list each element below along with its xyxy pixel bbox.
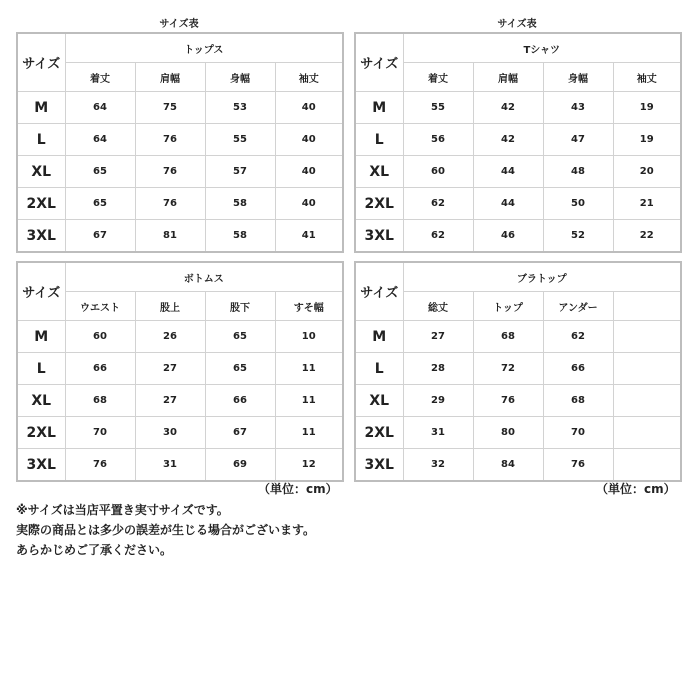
size-label: 3XL xyxy=(17,449,65,482)
size-label: L xyxy=(355,124,403,156)
measurement-value: 60 xyxy=(65,321,135,353)
unit-label-left: （単位：cm） xyxy=(258,482,338,496)
measurement-value: 42 xyxy=(473,124,543,156)
size-label: 2XL xyxy=(355,417,403,449)
measurement-value: 55 xyxy=(205,124,275,156)
measurement-header: 着丈 xyxy=(403,63,473,92)
measurement-value: 27 xyxy=(135,353,205,385)
table-row xyxy=(17,188,343,220)
measurement-value: 22 xyxy=(613,220,681,253)
measurement-value: 62 xyxy=(403,188,473,220)
measurement-header: ウエスト xyxy=(65,292,135,321)
measurement-value: 64 xyxy=(65,92,135,124)
size-label: L xyxy=(17,353,65,385)
measurement-value: 76 xyxy=(135,188,205,220)
table-row xyxy=(17,385,343,417)
table-row xyxy=(17,417,343,449)
table-row xyxy=(355,385,681,417)
measurement-value: 76 xyxy=(135,124,205,156)
size-label: XL xyxy=(355,385,403,417)
size-chart-caption-right: サイズ表 xyxy=(497,19,537,30)
note-line: あらかじめご了承ください。 xyxy=(16,543,173,557)
measurement-value: 55 xyxy=(403,92,473,124)
size-label: XL xyxy=(17,385,65,417)
tops-size-table xyxy=(16,32,344,253)
category-header: ブラトップ xyxy=(403,262,681,292)
size-label: M xyxy=(17,321,65,353)
size-column-header: サイズ xyxy=(355,33,403,92)
table-row xyxy=(355,92,681,124)
measurement-value: 42 xyxy=(473,92,543,124)
header-row xyxy=(17,262,343,292)
table-row xyxy=(17,321,343,353)
measurement-value: 52 xyxy=(543,220,613,253)
measurement-header: 総丈 xyxy=(403,292,473,321)
header-row xyxy=(17,33,343,63)
measurement-value: 67 xyxy=(65,220,135,253)
header-row xyxy=(355,262,681,292)
measurement-value: 66 xyxy=(205,385,275,417)
size-label: 2XL xyxy=(17,417,65,449)
size-label: M xyxy=(355,321,403,353)
measurement-value: 46 xyxy=(473,220,543,253)
measurement-value: 68 xyxy=(65,385,135,417)
measurement-value: 76 xyxy=(135,156,205,188)
size-column-header: サイズ xyxy=(17,33,65,92)
measurement-value: 80 xyxy=(473,417,543,449)
measurement-value: 62 xyxy=(543,321,613,353)
measurement-value: 40 xyxy=(275,124,343,156)
size-label: L xyxy=(17,124,65,156)
table-row xyxy=(355,188,681,220)
measurement-value: 28 xyxy=(403,353,473,385)
measurement-value: 84 xyxy=(473,449,543,482)
measurement-value xyxy=(613,353,681,385)
measurement-value: 66 xyxy=(543,353,613,385)
measurement-value: 72 xyxy=(473,353,543,385)
measurement-value: 32 xyxy=(403,449,473,482)
size-label: 3XL xyxy=(355,220,403,253)
measurement-header: 袖丈 xyxy=(613,63,681,92)
measurement-value: 65 xyxy=(205,353,275,385)
measurement-header: 肩幅 xyxy=(135,63,205,92)
size-label: 2XL xyxy=(355,188,403,220)
measurement-header: 股下 xyxy=(205,292,275,321)
column-header-row xyxy=(355,292,681,321)
category-header: Tシャツ xyxy=(403,33,681,63)
measurement-value: 76 xyxy=(543,449,613,482)
table-row xyxy=(355,156,681,188)
measurement-header: すそ幅 xyxy=(275,292,343,321)
table-row xyxy=(355,417,681,449)
column-header-row xyxy=(17,63,343,92)
measurement-value: 10 xyxy=(275,321,343,353)
measurement-value: 76 xyxy=(473,385,543,417)
measurement-value: 58 xyxy=(205,188,275,220)
measurement-value: 70 xyxy=(65,417,135,449)
measurement-value: 69 xyxy=(205,449,275,482)
measurement-value: 44 xyxy=(473,188,543,220)
measurement-value: 60 xyxy=(403,156,473,188)
table-row xyxy=(17,220,343,253)
bottoms-size-table xyxy=(16,261,344,482)
measurement-value: 40 xyxy=(275,92,343,124)
tshirt-size-table xyxy=(354,32,682,253)
measurement-value: 12 xyxy=(275,449,343,482)
measurement-value: 44 xyxy=(473,156,543,188)
measurement-value: 20 xyxy=(613,156,681,188)
size-label: M xyxy=(17,92,65,124)
measurement-value: 11 xyxy=(275,353,343,385)
note-line: 実際の商品とは多少の誤差が生じる場合がございます。 xyxy=(16,523,316,537)
measurement-value: 62 xyxy=(403,220,473,253)
measurement-value: 76 xyxy=(65,449,135,482)
measurement-header: 袖丈 xyxy=(275,63,343,92)
measurement-value: 41 xyxy=(275,220,343,253)
size-label: M xyxy=(355,92,403,124)
size-label: 3XL xyxy=(17,220,65,253)
measurement-value: 66 xyxy=(65,353,135,385)
measurement-value xyxy=(613,417,681,449)
measurement-value xyxy=(613,385,681,417)
column-header-row xyxy=(17,292,343,321)
measurement-value: 81 xyxy=(135,220,205,253)
measurement-value: 65 xyxy=(65,156,135,188)
category-header: トップス xyxy=(65,33,343,63)
measurement-value: 50 xyxy=(543,188,613,220)
measurement-value: 65 xyxy=(205,321,275,353)
measurement-value: 68 xyxy=(543,385,613,417)
measurement-value: 27 xyxy=(135,385,205,417)
measurement-value: 27 xyxy=(403,321,473,353)
measurement-value: 58 xyxy=(205,220,275,253)
measurement-value: 11 xyxy=(275,417,343,449)
measurement-value: 64 xyxy=(65,124,135,156)
measurement-value: 31 xyxy=(403,417,473,449)
measurement-header: アンダー xyxy=(543,292,613,321)
table-row xyxy=(17,156,343,188)
category-header: ボトムス xyxy=(65,262,343,292)
measurement-value: 65 xyxy=(65,188,135,220)
measurement-value: 19 xyxy=(613,124,681,156)
measurement-header: 着丈 xyxy=(65,63,135,92)
column-header-row xyxy=(355,63,681,92)
measurement-value: 40 xyxy=(275,156,343,188)
measurement-value: 11 xyxy=(275,385,343,417)
measurement-header: 身幅 xyxy=(543,63,613,92)
measurement-value: 48 xyxy=(543,156,613,188)
size-notes xyxy=(16,500,315,560)
measurement-value: 53 xyxy=(205,92,275,124)
measurement-value: 19 xyxy=(613,92,681,124)
measurement-value: 56 xyxy=(403,124,473,156)
table-row xyxy=(17,124,343,156)
size-column-header: サイズ xyxy=(355,262,403,321)
measurement-value: 68 xyxy=(473,321,543,353)
size-label: 2XL xyxy=(17,188,65,220)
measurement-value xyxy=(613,321,681,353)
size-label: L xyxy=(355,353,403,385)
measurement-header: 肩幅 xyxy=(473,63,543,92)
size-label: 3XL xyxy=(355,449,403,482)
measurement-value: 47 xyxy=(543,124,613,156)
measurement-header: 身幅 xyxy=(205,63,275,92)
measurement-header: 股上 xyxy=(135,292,205,321)
table-row xyxy=(355,321,681,353)
measurement-value: 75 xyxy=(135,92,205,124)
size-column-header: サイズ xyxy=(17,262,65,321)
unit-label-right: （単位：cm） xyxy=(596,482,676,496)
measurement-value: 70 xyxy=(543,417,613,449)
bratop-size-table xyxy=(354,261,682,482)
measurement-value: 40 xyxy=(275,188,343,220)
table-row xyxy=(17,353,343,385)
size-label: XL xyxy=(355,156,403,188)
measurement-header xyxy=(613,292,681,321)
table-row xyxy=(355,353,681,385)
measurement-value: 43 xyxy=(543,92,613,124)
table-row xyxy=(17,449,343,482)
table-row xyxy=(355,449,681,482)
measurement-value: 26 xyxy=(135,321,205,353)
measurement-value: 30 xyxy=(135,417,205,449)
table-row xyxy=(355,220,681,253)
table-row xyxy=(355,124,681,156)
measurement-value: 31 xyxy=(135,449,205,482)
note-line: ※サイズは当店平置き実寸サイズです。 xyxy=(16,503,229,517)
measurement-value: 29 xyxy=(403,385,473,417)
measurement-header: トップ xyxy=(473,292,543,321)
measurement-value: 67 xyxy=(205,417,275,449)
size-label: XL xyxy=(17,156,65,188)
measurement-value xyxy=(613,449,681,482)
table-row xyxy=(17,92,343,124)
measurement-value: 21 xyxy=(613,188,681,220)
size-chart-caption-left: サイズ表 xyxy=(159,19,199,30)
header-row xyxy=(355,33,681,63)
measurement-value: 57 xyxy=(205,156,275,188)
